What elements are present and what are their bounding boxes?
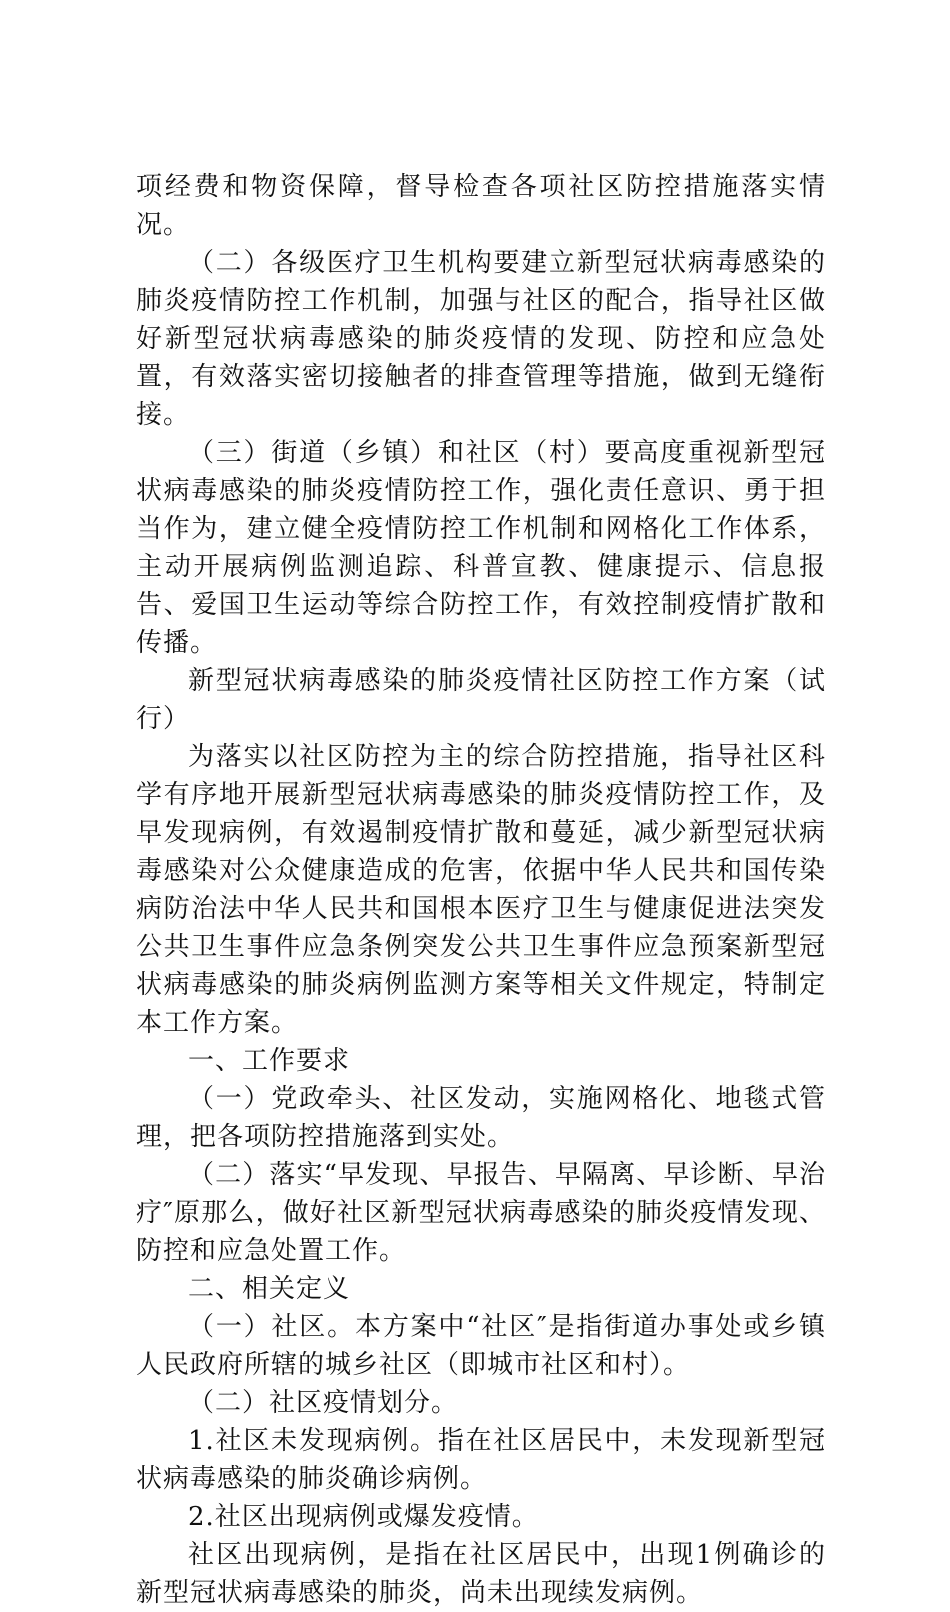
paragraph-continuation: 项经费和物资保障，督导检查各项社区防控措施落实情况。 [136,172,826,240]
paragraph-medical-institutions: （二）各级医疗卫生机构要建立新型冠状病毒感染的肺炎疫情防控工作机制，加强与社区的配合，指导社区做好新型冠状病毒感染的肺炎疫情的发现、防控和应急处置，有效落实密切接触者的排查管理等措施，做到无缝衔接。 [136,248,826,430]
document-body [136,168,826,1612]
paragraph-definition-community: （一）社区。本方案中“社区″是指街道办事处或乡镇人民政府所辖的城乡社区（即城市社区和村）。 [136,1312,826,1380]
paragraph-plan-intro: 为落实以社区防控为主的综合防控措施，指导社区科学有序地开展新型冠状病毒感染的肺炎疫情防控工作，及早发现病例，有效遏制疫情扩散和蔓延，减少新型冠状病毒感染对公众健康造成的危害，依据中华人民共和国传染病防治法中华人民共和国根本医疗卫生与健康促进法突发公共卫生事件应急条例突发公共卫生事件应急预案新型冠状病毒感染的肺炎病例监测方案等相关文件规定，特制定本工作方案。 [136,742,826,1038]
paragraph-requirement-1: （一）党政牵头、社区发动，实施网格化、地毯式管理，把各项防控措施落到实处。 [136,1084,826,1152]
paragraph-definition-division: （二）社区疫情划分。 [188,1388,459,1418]
paragraph-requirement-2: （二）落实“早发现、早报告、早隔离、早诊断、早治疗″原那么，做好社区新型冠状病毒感染的肺炎疫情发现、防控和应急处置工作。 [136,1160,826,1266]
paragraph-cases-outbreak: 2.社区出现病例或爆发疫情。 [188,1502,539,1532]
heading-definitions: 二、相关定义 [188,1274,351,1304]
paragraph-no-cases: 1.社区未发现病例。指在社区居民中，未发现新型冠状病毒感染的肺炎确诊病例。 [136,1426,826,1494]
heading-work-requirements: 一、工作要求 [188,1046,351,1076]
paragraph-streets-communities: （三）街道（乡镇）和社区（村）要高度重视新型冠状病毒感染的肺炎疫情防控工作，强化责任意识、勇于担当作为，建立健全疫情防控工作机制和网格化工作体系，主动开展病例监测追踪、科普宣教、健康提示、信息报告、爱国卫生运动等综合防控工作，有效控制疫情扩散和传播。 [136,438,826,658]
paragraph-cases-definition: 社区出现病例，是指在社区居民中，出现1例确诊的新型冠状病毒感染的肺炎，尚未出现续发病例。 [136,1540,826,1608]
section-title-plan: 新型冠状病毒感染的肺炎疫情社区防控工作方案（试行） [136,666,826,734]
